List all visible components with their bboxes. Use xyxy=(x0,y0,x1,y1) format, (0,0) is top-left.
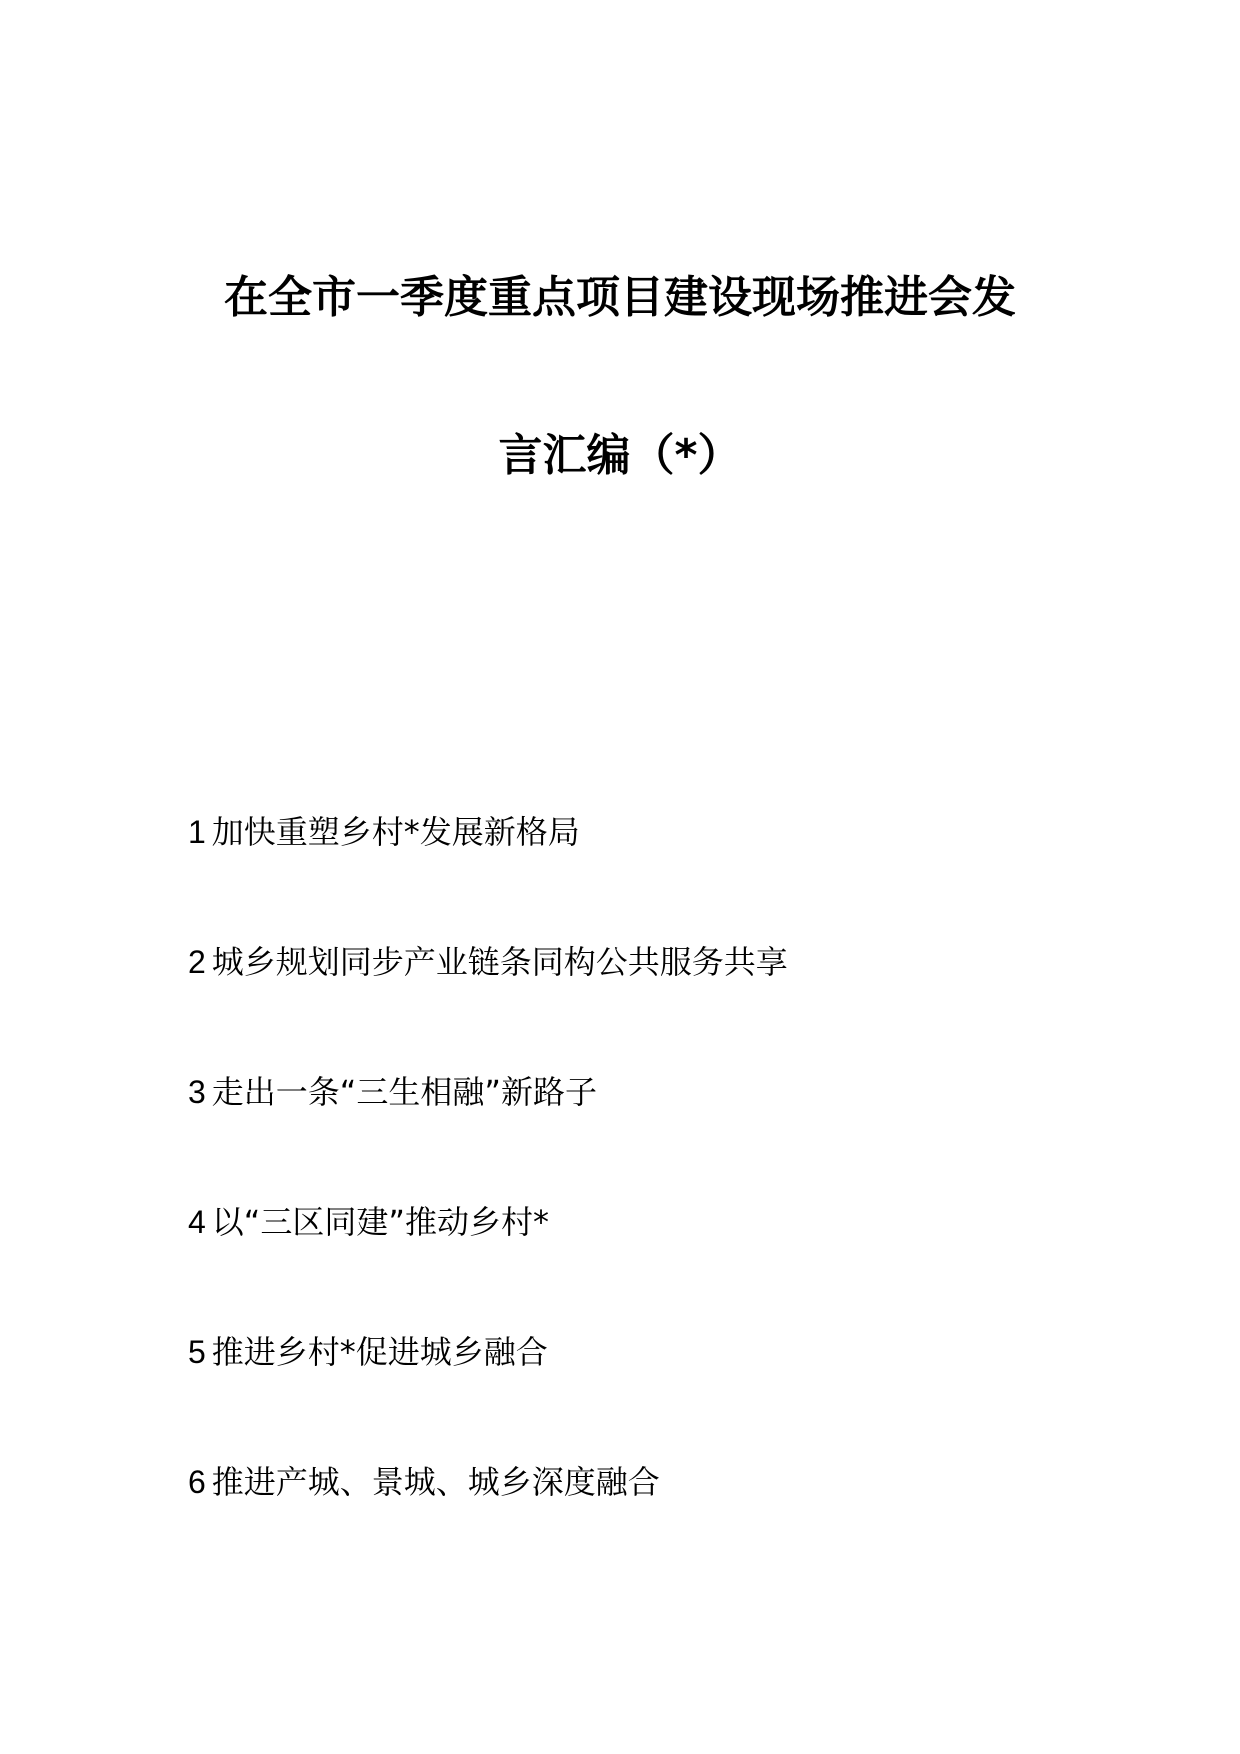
toc-item-text: 以“三区同建”推动乡村* xyxy=(211,1203,549,1241)
toc-item-text: 加快重塑乡村*发展新格局 xyxy=(211,813,580,851)
toc-item xyxy=(188,1330,548,1374)
toc-item-number: 5 xyxy=(188,1334,206,1370)
document-title-line-2: 言汇编（*） xyxy=(498,430,742,481)
toc-item-text: 推进产城、景城、城乡深度融合 xyxy=(211,1463,660,1501)
toc-item-text: 推进乡村*促进城乡融合 xyxy=(211,1333,548,1371)
toc-item xyxy=(188,810,580,854)
toc-item-number: 4 xyxy=(188,1204,206,1240)
toc-item xyxy=(188,940,788,984)
toc-item-text: 城乡规划同步产业链条同构公共服务共享 xyxy=(211,943,788,981)
toc-item-text: 走出一条“三生相融”新路子 xyxy=(211,1073,597,1111)
toc-item-number: 1 xyxy=(188,814,206,850)
toc-item-number: 3 xyxy=(188,1074,206,1110)
toc-item xyxy=(188,1070,597,1114)
toc-item xyxy=(188,1200,549,1244)
toc-item-number: 2 xyxy=(188,944,206,980)
toc-item xyxy=(188,1460,660,1504)
document-title-line-1: 在全市一季度重点项目建设现场推进会发 xyxy=(224,272,1016,323)
toc-item-number: 6 xyxy=(188,1464,206,1500)
